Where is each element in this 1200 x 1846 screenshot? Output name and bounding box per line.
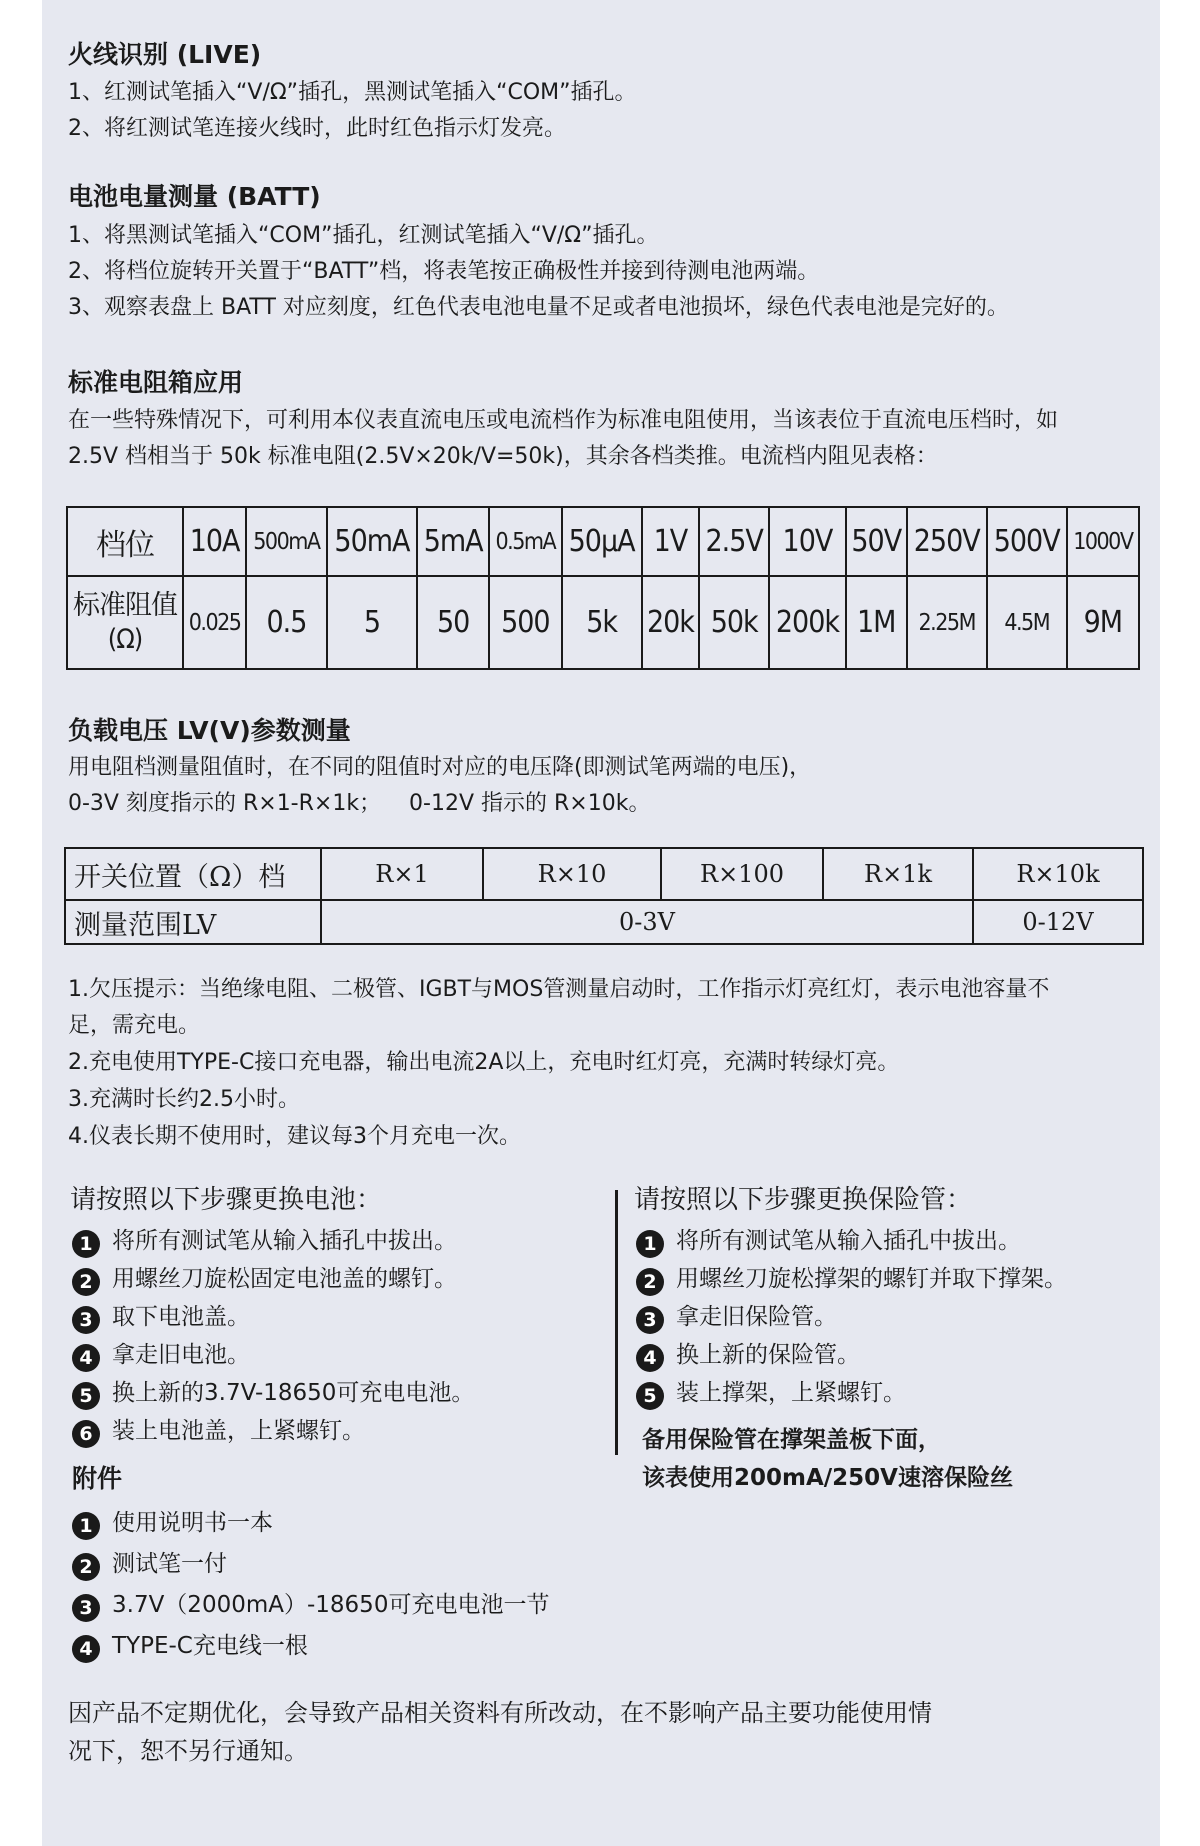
value-cell: 1M [846,576,907,669]
left-margin [0,0,42,1846]
item-text: 使用说明书一本 [112,1510,273,1536]
range-cell: 500mA [246,507,326,576]
value-cell: 2.25M [907,576,987,669]
position-cell: R×1 [321,848,483,900]
note-line-1: 1.欠压提示：当绝缘电阻、二极管、IGBT与MOS管测量启动时，工作指示灯亮红灯，表示电池容量不 [68,977,1050,1002]
table-row-ranges [65,900,1143,944]
list-item [636,1222,1067,1260]
value-cell: 9M [1067,576,1139,669]
note-line-3: 2.充电使用TYPE-C接口充电器，输出电流2A以上，充电时红灯亮，充满时转绿灯亮。 [68,1050,900,1075]
position-cell: R×10k [973,848,1143,900]
table-row-positions [65,848,1143,900]
battery-replace-title: 请按照以下步骤更换电池： [70,1185,383,1215]
list-item [636,1298,1067,1336]
accessories-title: 附件 [72,1464,123,1493]
list-item [72,1503,549,1544]
resistor-line-1: 在一些特殊情况下，可利用本仪表直流电压或电流档作为标准电阻使用，当该表位于直流电压档时，如 [68,408,1059,433]
range-cell: 50μA [562,507,642,576]
item-text: 测试笔一付 [112,1551,227,1577]
step-text: 用螺丝刀旋松撑架的螺钉并取下撑架。 [676,1266,1067,1292]
value-cell: 0.025 [183,576,246,669]
step-number-icon: 6 [72,1420,100,1448]
batt-line-1: 1、将黑测试笔插入“COM”插孔，红测试笔插入“V/Ω”插孔。 [68,223,659,248]
value-label-line-1: 标准阻值 [73,589,177,621]
list-item [72,1412,474,1450]
value-cell: 20k [642,576,700,669]
resistor-title: 标准电阻箱应用 [68,368,244,397]
step-number-icon: 3 [636,1306,664,1334]
right-margin [1160,0,1200,1846]
list-item [72,1544,549,1585]
list-item [72,1336,474,1374]
range-low-cell: 0-3V [321,900,973,944]
batt-title: 电池电量测量 (BATT) [68,182,321,211]
fuse-replace-title: 请按照以下步骤更换保险管： [634,1185,973,1215]
value-cell: 0.5 [246,576,326,669]
list-item [72,1626,549,1667]
item-number-icon: 3 [72,1594,100,1622]
range-label-cell: 测量范围LV [65,900,321,944]
disclaimer-line-2: 况下，恕不另行通知。 [68,1737,308,1765]
range-cell: 5mA [417,507,489,576]
value-cell: 5k [562,576,642,669]
value-cell: 500 [489,576,562,669]
step-number-icon: 3 [72,1306,100,1334]
value-label-cell [67,576,183,669]
item-number-icon: 4 [72,1635,100,1663]
item-text: TYPE-C充电线一根 [112,1633,308,1659]
live-line-1: 1、红测试笔插入“V/Ω”插孔，黑测试笔插入“COM”插孔。 [68,80,637,105]
value-cell: 50 [417,576,489,669]
range-label-cell: 档位 [67,507,183,576]
batt-line-3: 3、观察表盘上 BATT 对应刻度，红色代表电池电量不足或者电池损坏，绿色代表电池是完好的。 [68,295,1009,320]
value-cell: 5 [327,576,418,669]
list-item [72,1298,474,1336]
list-item [636,1336,1067,1374]
range-cell: 0.5mA [489,507,562,576]
disclaimer-line-1: 因产品不定期优化，会导致产品相关资料有所改动，在不影响产品主要功能使用情 [68,1699,932,1727]
manual-page [42,0,1160,1846]
step-number-icon: 2 [72,1268,100,1296]
step-text: 装上电池盖，上紧螺钉。 [112,1418,365,1444]
range-cell: 1000V [1067,507,1139,576]
list-item [72,1222,474,1260]
lv-line-2: 0-3V 刻度指示的 R×1-R×1k； 0-12V 指示的 R×10k。 [68,791,651,816]
table-row-values [67,576,1139,669]
value-cell: 200k [769,576,846,669]
live-line-2: 2、将红测试笔连接火线时，此时红色指示灯发亮。 [68,116,566,141]
item-number-icon: 1 [72,1512,100,1540]
item-number-icon: 2 [72,1553,100,1581]
resistance-table [66,506,1140,670]
list-item [72,1374,474,1412]
resistor-line-2: 2.5V 档相当于 50k 标准电阻(2.5V×20k/V=50k)，其余各档类推。电流档内阻见表格： [68,444,938,469]
range-cell: 250V [907,507,987,576]
step-text: 拿走旧电池。 [112,1342,250,1368]
item-text: 3.7V（2000mA）-18650可充电电池一节 [112,1592,550,1618]
step-text: 取下电池盖。 [112,1304,250,1330]
note-line-5: 4.仪表长期不使用时，建议每3个月充电一次。 [68,1124,521,1149]
step-number-icon: 5 [72,1382,100,1410]
step-number-icon: 2 [636,1268,664,1296]
lv-line-1: 用电阻档测量阻值时，在不同的阻值时对应的电压降(即测试笔两端的电压)， [68,755,812,780]
note-line-2: 足，需充电。 [68,1013,201,1038]
range-cell: 50V [846,507,907,576]
value-cell: 4.5M [987,576,1067,669]
step-number-icon: 1 [72,1230,100,1258]
step-number-icon: 5 [636,1382,664,1410]
list-item [72,1585,549,1626]
list-item [636,1374,1067,1412]
range-cell: 2.5V [699,507,769,576]
live-title: 火线识别 (LIVE) [68,40,262,69]
position-cell: R×100 [661,848,823,900]
batt-line-2: 2、将档位旋转开关置于“BATT”档，将表笔按正确极性并接到待测电池两端。 [68,259,820,284]
list-item [72,1260,474,1298]
step-text: 用螺丝刀旋松固定电池盖的螺钉。 [112,1266,457,1292]
position-label-cell: 开关位置（Ω）档 [65,848,321,900]
accessories-list [72,1503,549,1667]
battery-replace-steps [72,1222,474,1450]
table-row-ranges [67,507,1139,576]
position-cell: R×1k [823,848,973,900]
range-cell: 50mA [327,507,418,576]
value-label-line-2: (Ω) [107,623,143,655]
step-text: 换上新的3.7V-18650可充电电池。 [112,1380,475,1406]
lv-title: 负载电压 LV(V)参数测量 [68,716,351,745]
range-high-cell: 0-12V [973,900,1143,944]
fuse-note-line-1: 备用保险管在撑架盖板下面， [642,1427,941,1453]
step-text: 装上撑架，上紧螺钉。 [676,1380,906,1406]
column-divider [615,1190,618,1455]
note-line-4: 3.充满时长约2.5小时。 [68,1087,300,1112]
range-cell: 10A [183,507,246,576]
list-item [636,1260,1067,1298]
step-number-icon: 4 [72,1344,100,1372]
fuse-replace-steps [636,1222,1067,1412]
range-cell: 1V [642,507,700,576]
step-text: 换上新的保险管。 [676,1342,860,1368]
step-number-icon: 4 [636,1344,664,1372]
step-number-icon: 1 [636,1230,664,1258]
step-text: 拿走旧保险管。 [676,1304,837,1330]
lv-table [64,847,1144,945]
value-cell: 50k [699,576,769,669]
range-cell: 10V [769,507,846,576]
fuse-note-line-2: 该表使用200mA/250V速溶保险丝 [642,1465,1013,1491]
position-cell: R×10 [483,848,661,900]
step-text: 将所有测试笔从输入插孔中拔出。 [112,1228,457,1254]
step-text: 将所有测试笔从输入插孔中拔出。 [676,1228,1021,1254]
range-cell: 500V [987,507,1067,576]
